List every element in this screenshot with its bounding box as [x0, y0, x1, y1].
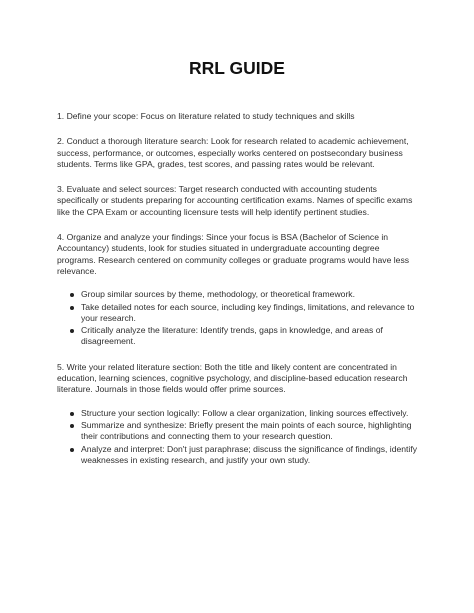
list-item	[57, 420, 419, 443]
step-2-number: 2.	[57, 136, 65, 147]
step-1-paragraph	[57, 111, 419, 122]
bullet-text: Summarize and synthesize: Briefly present the main points of each source, highlighting their contributions and connecting them to your research question.	[81, 419, 412, 442]
bullet-icon	[70, 448, 74, 452]
bullet-icon	[70, 293, 74, 297]
step-5-text: Write your related literature section: Both the title and likely content are concentrated in education, learning sciences, cognitive psychology, and discipline-based education research literature. Journals in those fields would offer prime sources.	[57, 361, 408, 395]
bullet-icon	[70, 329, 74, 333]
step-2-text: Conduct a thorough literature search: Look for research related to academic achievement, success, performance, or outcomes, especially works centered on postsecondary business students. Terms like GPA, grades, test scores, and passing rates would be relevant.	[57, 136, 409, 169]
bullet-icon	[70, 306, 74, 310]
step-5-bullet-list	[57, 408, 419, 466]
bullet-text: Structure your section logically: Follow a clear organization, linking sources effectively.	[81, 407, 409, 418]
step-4-text: Organize and analyze your findings: Since your focus is BSA (Bachelor of Science in Accountancy) students, look for studies situated in undergraduate accounting degree programs. Research centered on community colleges or graduate programs would have less relevance.	[57, 232, 410, 276]
list-item	[57, 289, 419, 300]
bullet-text: Take detailed notes for each source, including key findings, limitations, and relevance to your research.	[81, 301, 415, 323]
list-item	[57, 444, 419, 467]
bullet-text: Critically analyze the literature: Identify trends, gaps in knowledge, and areas of disagreement.	[81, 325, 383, 347]
step-1-text: Define your scope: Focus on literature related to study techniques and skills	[66, 111, 355, 121]
list-item	[57, 408, 419, 419]
step-4-number: 4.	[57, 232, 65, 243]
step-3-number: 3.	[57, 184, 65, 195]
step-5-paragraph	[57, 362, 419, 396]
step-5-number: 5.	[57, 361, 65, 372]
list-item	[57, 302, 419, 325]
step-4-paragraph	[57, 232, 419, 277]
bullet-text: Analyze and interpret: Don't just paraphrase; discuss the significance of findings, identify weaknesses in existing research, and justify your own study.	[81, 443, 418, 465]
step-1-number: 1.	[57, 111, 65, 121]
step-3-paragraph	[57, 184, 419, 218]
step-3-text: Evaluate and select sources: Target research conducted with accounting students specifically or students preparing for accounting certification exams. Names of specific exams like the CPA Exam or accounting licensure tests will help identify pertinent studies.	[57, 184, 413, 217]
list-item	[57, 325, 419, 348]
document-title: RRL GUIDE	[189, 58, 285, 78]
step-4-bullet-list	[57, 289, 419, 347]
step-2-paragraph	[57, 136, 419, 170]
document-body	[57, 111, 419, 480]
bullet-icon	[70, 412, 74, 416]
bullet-text: Group similar sources by theme, methodology, or theoretical framework.	[81, 289, 355, 300]
bullet-icon	[70, 424, 74, 428]
